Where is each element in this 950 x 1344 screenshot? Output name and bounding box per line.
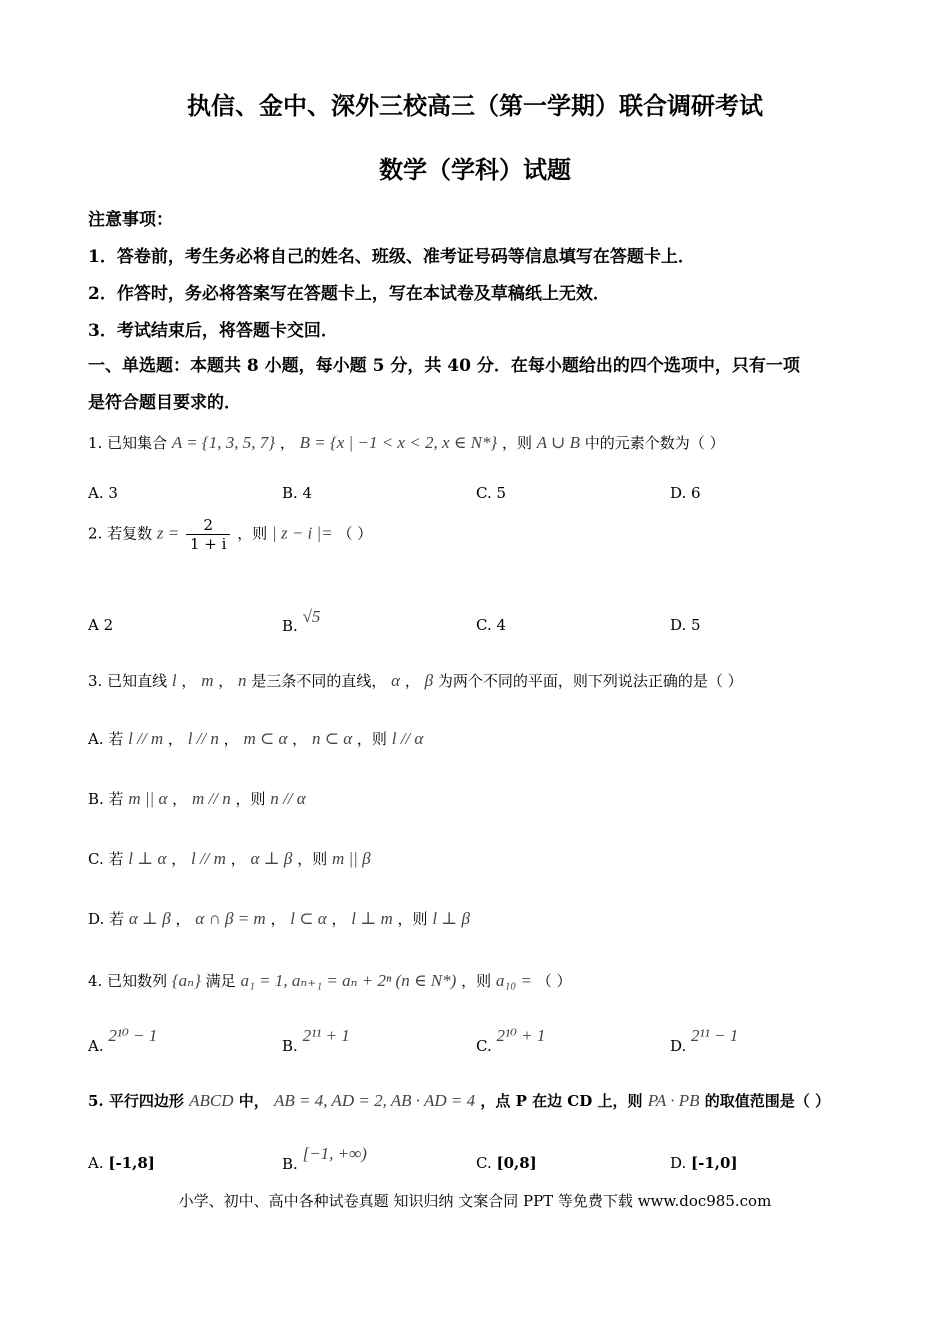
q3-a-label: A. 若 xyxy=(88,730,124,748)
page-footer: 小学、初中、高中各种试卷真题 知识归纳 文案合同 PPT 等免费下载 www.doc985.com xyxy=(178,1192,772,1210)
q3-option-b xyxy=(88,788,306,809)
q3-b-sep-1: ， xyxy=(172,790,188,808)
q2-option-b-label: B. xyxy=(282,617,298,635)
q3-a-sep-1: ， xyxy=(167,730,183,748)
q3-b-sep-2: ，则 xyxy=(235,790,266,808)
question-3 xyxy=(88,670,743,691)
q2-lhs: z = xyxy=(156,523,180,543)
q1-expr: A ∪ B xyxy=(536,433,581,452)
q3-var-alpha: α xyxy=(391,671,401,690)
q3-c-cond-2: l // m xyxy=(190,849,226,868)
q3-option-d xyxy=(88,908,470,929)
q4-c-math: 2¹⁰ + 1 xyxy=(496,1026,546,1045)
q2-option-a: A 2 xyxy=(88,616,114,634)
q4-option-d xyxy=(670,1026,739,1055)
q3-comma-2: ， xyxy=(218,672,234,690)
notice-heading: 注意事项： xyxy=(88,210,173,230)
q3-option-a xyxy=(88,728,423,749)
q3-option-c xyxy=(88,848,371,869)
q5-option-d xyxy=(670,1154,738,1172)
notice-item-2: 2．作答时，务必将答案写在答题卡上，写在本试卷及草稿纸上无效． xyxy=(88,284,610,304)
q4-b-math: 2¹¹ + 1 xyxy=(302,1026,350,1045)
q3-c-sep-3: ，则 xyxy=(297,850,328,868)
q5-condition: AB = 4, AD = 2, AB · AD = 4 xyxy=(274,1091,476,1110)
q3-b-cond-1: m || α xyxy=(128,789,168,808)
q3-var-beta: β xyxy=(424,671,434,690)
q2-option-b-math: √5 xyxy=(302,607,321,626)
q3-c-cond-3: α ⊥ β xyxy=(250,849,293,868)
q3-a-sep-4: ，则 xyxy=(356,730,387,748)
q4-a-math: 2¹⁰ − 1 xyxy=(108,1026,158,1045)
q3-d-sep-4: ，则 xyxy=(397,910,428,928)
q3-d-cond-2: α ∩ β = m xyxy=(195,909,266,928)
notice-item-1: 1．答卷前，考生务必将自己的姓名、班级、准考证号码等信息填写在答题卡上． xyxy=(88,247,695,267)
exam-subtitle: 数学（学科）试题 xyxy=(379,155,571,184)
q5-suffix: 的取值范围是（ ） xyxy=(704,1092,830,1110)
q3-comma-1: ， xyxy=(181,672,197,690)
q3-c-sep-1: ， xyxy=(171,850,187,868)
q5-mid2: ，点 P 在边 CD 上，则 xyxy=(480,1092,643,1110)
q3-mid: 是三条不同的直线， xyxy=(251,672,387,690)
q3-c-label: C. 若 xyxy=(88,850,124,868)
q5-option-c xyxy=(476,1154,537,1172)
q4-prefix: 4. 已知数列 xyxy=(88,972,168,990)
q3-d-cond-1: α ⊥ β xyxy=(128,909,171,928)
q5-d-label: D. xyxy=(670,1154,692,1172)
q1-option-d: D. 6 xyxy=(670,484,701,502)
q4-c-label: C. xyxy=(476,1037,492,1055)
q3-b-cond-2: m // n xyxy=(191,789,231,808)
q5-b-label: B. xyxy=(282,1155,298,1173)
q3-d-cond-4: l ⊥ m xyxy=(351,909,393,928)
exam-title: 执信、金中、深外三校高三（第一学期）联合调研考试 xyxy=(187,91,763,120)
q1-option-b: B. 4 xyxy=(282,484,313,502)
q1-set-a: A = {1, 3, 5, 7} xyxy=(171,433,276,452)
q3-a-cond-4: n ⊂ α xyxy=(311,729,353,748)
q3-suffix: 为两个不同的平面，则下列说法正确的是（ ） xyxy=(437,672,743,690)
question-4 xyxy=(88,970,571,991)
q3-d-sep-2: ， xyxy=(270,910,286,928)
q4-option-b xyxy=(282,1026,350,1055)
q3-d-cond-5: l ⊥ β xyxy=(432,909,471,928)
q5-d-value: [-1,0] xyxy=(691,1154,738,1172)
question-5 xyxy=(88,1090,830,1111)
q2-expr: | z − i |= xyxy=(272,523,333,543)
q3-c-cond-1: l ⊥ α xyxy=(128,849,167,868)
q1-prefix: 1. 已知集合 xyxy=(88,434,168,452)
q2-option-b xyxy=(282,607,321,635)
q4-target: a₁₀ = xyxy=(495,971,532,990)
q2-fraction xyxy=(186,516,230,553)
q4-d-math: 2¹¹ − 1 xyxy=(691,1026,739,1045)
section-heading-line1: 一、单选题：本题共 8 小题，每小题 5 分，共 40 分．在每小题给出的四个选项中，只有一项 xyxy=(88,356,800,376)
q3-a-sep-2: ， xyxy=(223,730,239,748)
q3-d-sep-1: ， xyxy=(175,910,191,928)
q3-var-l: l xyxy=(171,671,177,690)
q4-mid: 满足 xyxy=(205,972,236,990)
q1-option-c: C. 5 xyxy=(476,484,507,502)
q3-comma-3: ， xyxy=(404,672,420,690)
q5-shape: ABCD xyxy=(189,1091,234,1110)
q3-d-label: D. 若 xyxy=(88,910,125,928)
q3-var-m: m xyxy=(201,671,214,690)
q3-d-sep-3: ， xyxy=(331,910,347,928)
q2-option-c: C. 4 xyxy=(476,616,507,634)
q2-numerator: 2 xyxy=(186,516,230,535)
q2-denominator: 1 + i xyxy=(190,535,227,553)
q1-set-b: B = {x | −1 < x < 2, x ∈ N*} xyxy=(299,433,498,452)
question-2 xyxy=(88,516,372,553)
q5-option-b xyxy=(282,1144,367,1173)
q5-mid: 中， xyxy=(238,1092,269,1110)
q3-a-cond-3: m ⊂ α xyxy=(243,729,288,748)
q3-var-n: n xyxy=(238,671,247,690)
q5-b-value: [−1, +∞) xyxy=(302,1144,367,1163)
q3-b-cond-3: n // α xyxy=(270,789,306,808)
q3-c-cond-4: m || β xyxy=(331,849,371,868)
q2-suffix: （ ） xyxy=(337,524,373,543)
q4-a-label: A. xyxy=(88,1037,104,1055)
q5-option-a xyxy=(88,1154,155,1172)
q4-b-label: B. xyxy=(282,1037,298,1055)
q3-c-sep-2: ， xyxy=(230,850,246,868)
q4-mid2: ，则 xyxy=(461,972,492,990)
q5-c-value: [0,8] xyxy=(496,1154,537,1172)
q5-prefix: 5. 平行四边形 xyxy=(88,1092,184,1110)
section-heading-line2: 是符合题目要求的． xyxy=(88,393,241,413)
q4-d-label: D. xyxy=(670,1037,687,1055)
q3-d-cond-3: l ⊂ α xyxy=(290,909,327,928)
q5-a-value: [-1,8] xyxy=(108,1154,155,1172)
notice-item-3: 3．考试结束后，将答题卡交回． xyxy=(88,321,338,341)
q2-option-d: D. 5 xyxy=(670,616,701,634)
q1-option-a: A. 3 xyxy=(88,484,118,502)
q3-a-cond-2: l // n xyxy=(187,729,219,748)
q5-c-label: C. xyxy=(476,1154,497,1172)
q3-a-cond-1: l // m xyxy=(128,729,164,748)
q4-sequence: {aₙ} xyxy=(171,971,201,990)
question-1 xyxy=(88,432,725,453)
q4-option-a xyxy=(88,1026,158,1055)
q1-sep: ， xyxy=(279,434,295,452)
q2-mid: ，则 xyxy=(237,524,268,543)
q1-suffix: 中的元素个数为（ ） xyxy=(584,434,725,452)
q3-a-sep-3: ， xyxy=(292,730,308,748)
q4-option-c xyxy=(476,1026,546,1055)
q1-mid: ，则 xyxy=(502,434,533,452)
q3-a-cond-5: l // α xyxy=(391,729,424,748)
q2-prefix: 2. 若复数 xyxy=(88,524,153,543)
q4-condition: a₁ = 1, aₙ₊₁ = aₙ + 2ⁿ (n ∈ N*) xyxy=(240,971,457,990)
q5-a-label: A. xyxy=(88,1154,109,1172)
q5-expr: PA · PB xyxy=(647,1091,700,1110)
q4-suffix: （ ） xyxy=(536,972,572,990)
q3-b-label: B. 若 xyxy=(88,790,124,808)
q3-prefix: 3. 已知直线 xyxy=(88,672,168,690)
